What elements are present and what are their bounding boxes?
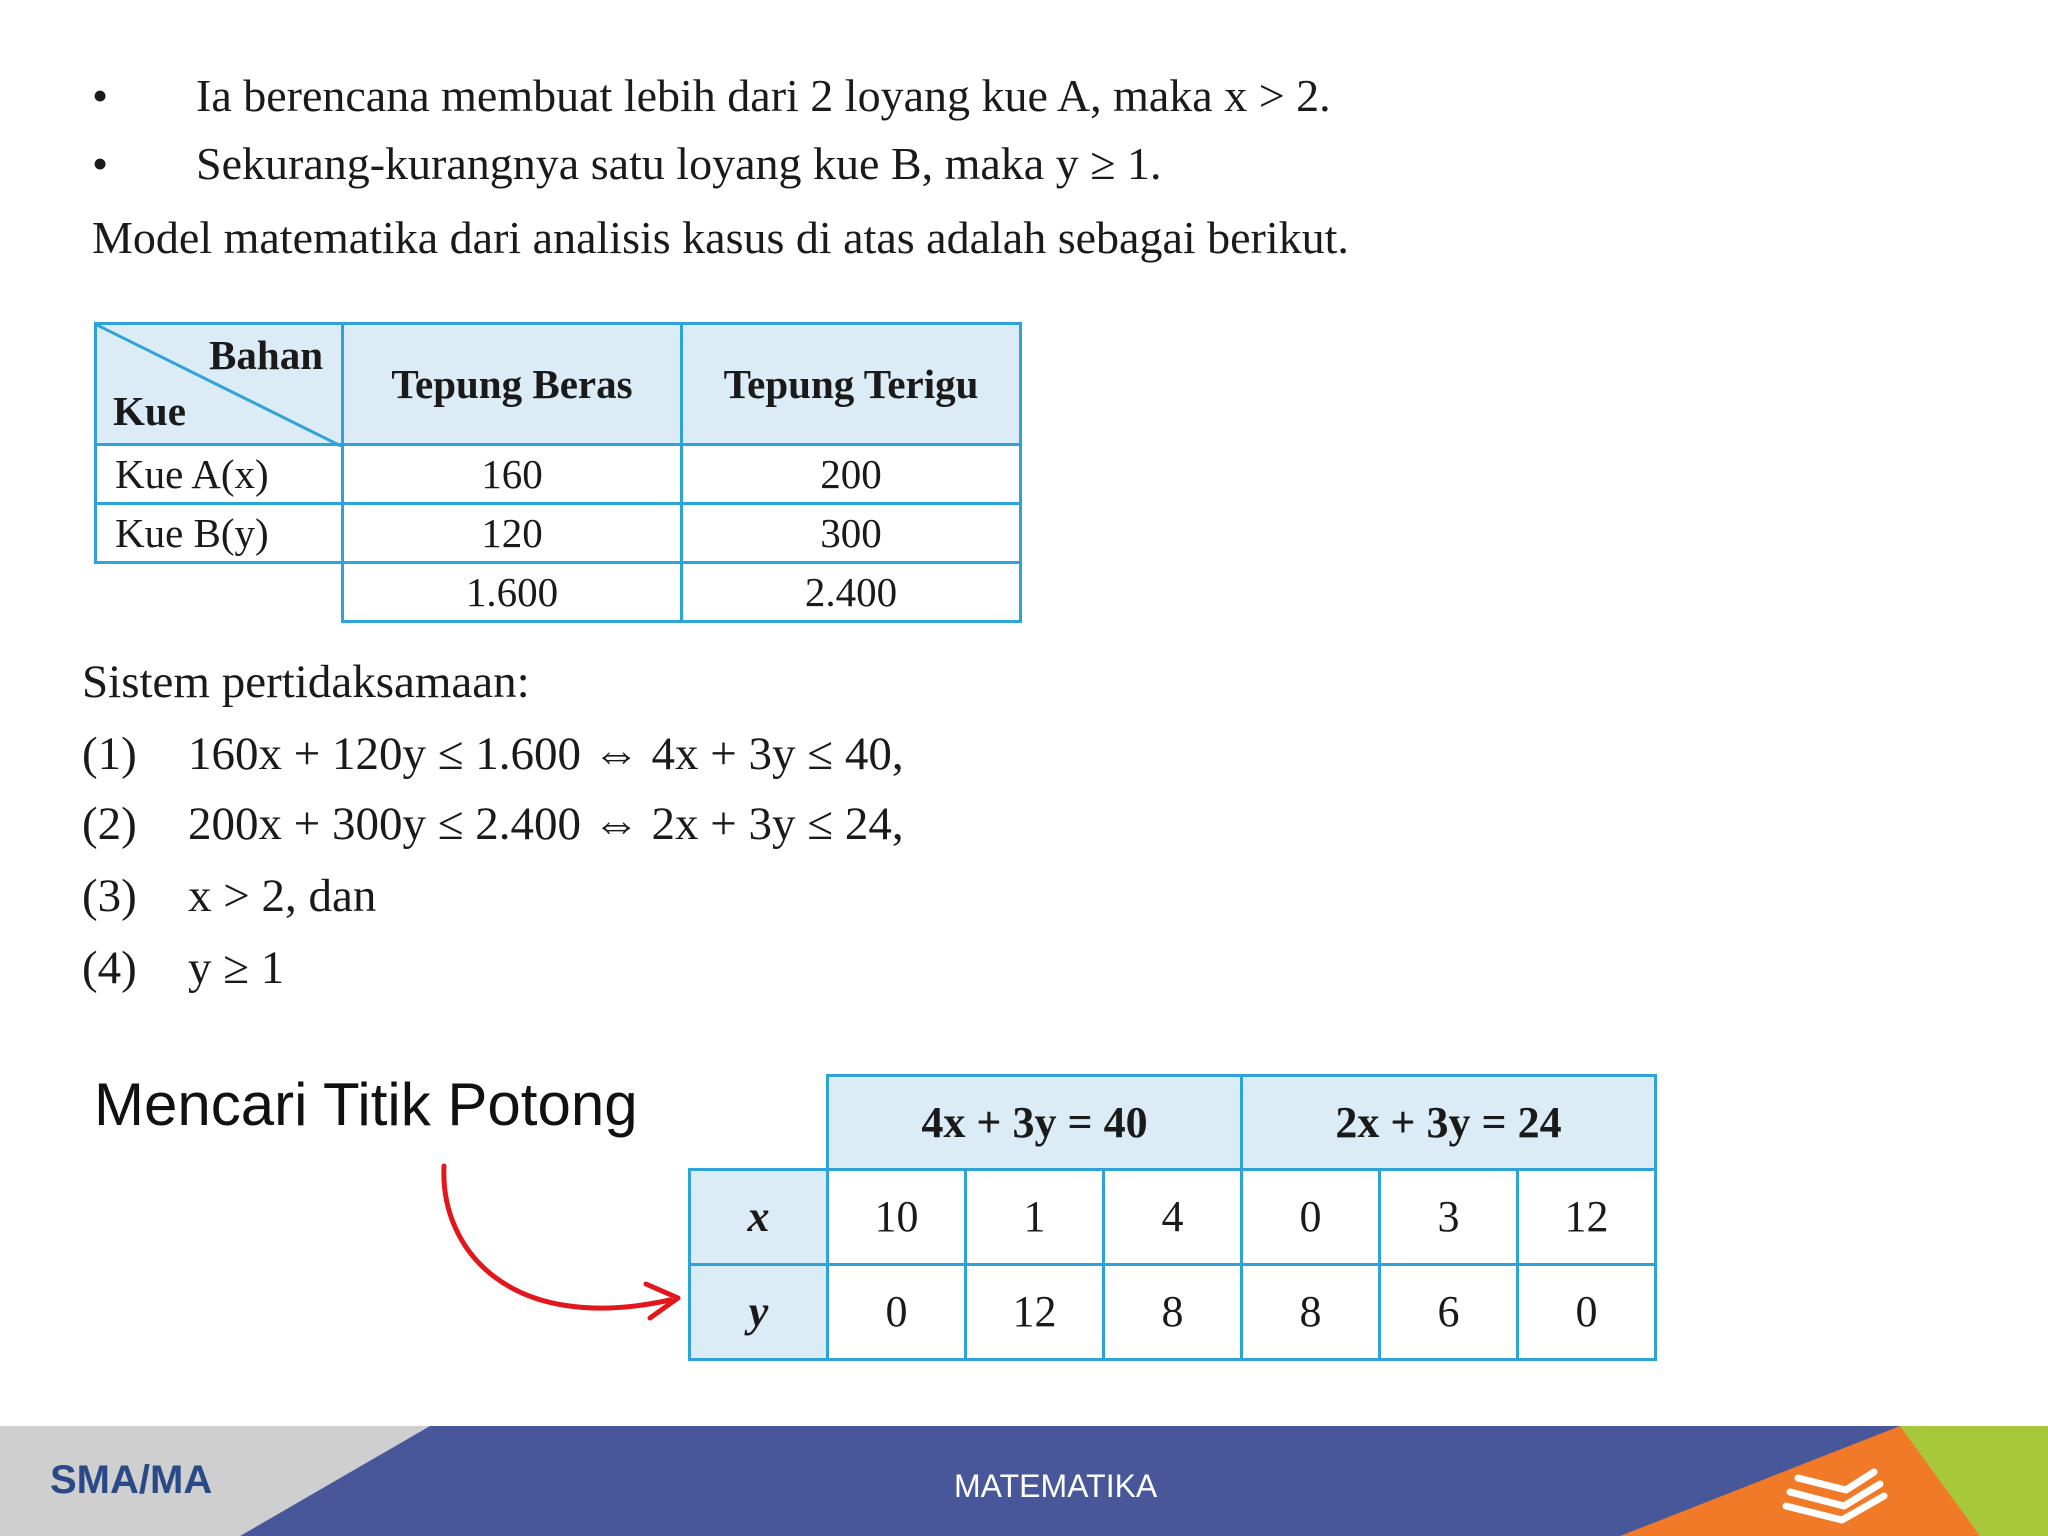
inequality-3 (82, 866, 376, 926)
intro-sentence: Model matematika dari analisis kasus di atas adalah sebagai berikut. (92, 212, 1349, 263)
row-label-y: y (690, 1264, 828, 1359)
curved-arrow-icon (420, 1160, 690, 1340)
footer-bar (0, 1426, 2048, 1536)
equation-header: 2x + 3y = 24 (1242, 1076, 1656, 1170)
table-cell: 0 (828, 1264, 966, 1359)
table-cell: 0 (1242, 1169, 1380, 1264)
bullet-item-2 (92, 136, 1161, 192)
table-cell: 6 (1380, 1264, 1518, 1359)
table-cell: 0 (1518, 1264, 1656, 1359)
row-label: Kue A(x) (96, 445, 343, 504)
table-cell: 1 (966, 1169, 1104, 1264)
inequality-2 (82, 794, 904, 854)
row-label-x: x (690, 1169, 828, 1264)
corner-bottom-label: Kue (113, 388, 186, 434)
row-label: Kue B(y) (96, 504, 343, 563)
empty-cell (690, 1076, 828, 1170)
table-cell: 8 (1104, 1264, 1242, 1359)
equation-header-row (690, 1076, 1656, 1170)
inequality-number: (4) (82, 942, 137, 994)
total-cell: 1.600 (343, 563, 682, 622)
footer-center-label: MATEMATIKA (954, 1468, 1158, 1504)
inequality-4 (82, 938, 284, 998)
inequality-text: x > 2, dan (188, 870, 377, 922)
intercept-table (688, 1074, 1657, 1361)
bullet-symbol: • (92, 138, 109, 189)
table-cell: 10 (828, 1169, 966, 1264)
inequality-number: (3) (82, 870, 137, 922)
inequality-text: 200x + 300y ≤ 2.400 ⇔ 2x + 3y ≤ 24, (188, 798, 904, 850)
column-header: Tepung Beras (343, 324, 682, 445)
table-cell: 200 (682, 445, 1021, 504)
table-row (96, 445, 1021, 504)
totals-row (96, 563, 1021, 622)
intercept-heading: Mencari Titik Potong (94, 1071, 638, 1138)
table-header-row (96, 324, 1021, 445)
corner-top-label: Bahan (209, 332, 323, 378)
inequality-text: 160x + 120y ≤ 1.600 ⇔ 4x + 3y ≤ 40, (188, 728, 904, 780)
ingredient-table (94, 322, 1022, 623)
table-cell: 3 (1380, 1169, 1518, 1264)
empty-cell (96, 563, 343, 622)
table-cell: 8 (1242, 1264, 1380, 1359)
table-cell: 160 (343, 445, 682, 504)
table-cell: 12 (966, 1264, 1104, 1359)
corner-header-cell (96, 324, 343, 445)
bullet-text: Ia berencana membuat lebih dari 2 loyang kue A, maka x > 2. (196, 70, 1331, 121)
column-header: Tepung Terigu (682, 324, 1021, 445)
inequality-1 (82, 724, 904, 784)
total-cell: 2.400 (682, 563, 1021, 622)
y-row (690, 1264, 1656, 1359)
table-cell: 120 (343, 504, 682, 563)
x-row (690, 1169, 1656, 1264)
table-cell: 300 (682, 504, 1021, 563)
bullet-item-1 (92, 68, 1331, 124)
table-cell: 12 (1518, 1169, 1656, 1264)
bullet-symbol: • (92, 70, 109, 121)
system-title: Sistem pertidaksamaan: (82, 656, 530, 708)
footer-left-label: SMA/MA (50, 1458, 213, 1502)
books-logo-icon (1780, 1462, 1890, 1532)
inequality-number: (2) (82, 798, 137, 850)
inequality-number: (1) (82, 728, 137, 780)
equation-header: 4x + 3y = 40 (828, 1076, 1242, 1170)
table-cell: 4 (1104, 1169, 1242, 1264)
inequality-text: y ≥ 1 (188, 942, 285, 994)
table-row (96, 504, 1021, 563)
bullet-text: Sekurang-kurangnya satu loyang kue B, maka y ≥ 1. (196, 138, 1162, 189)
